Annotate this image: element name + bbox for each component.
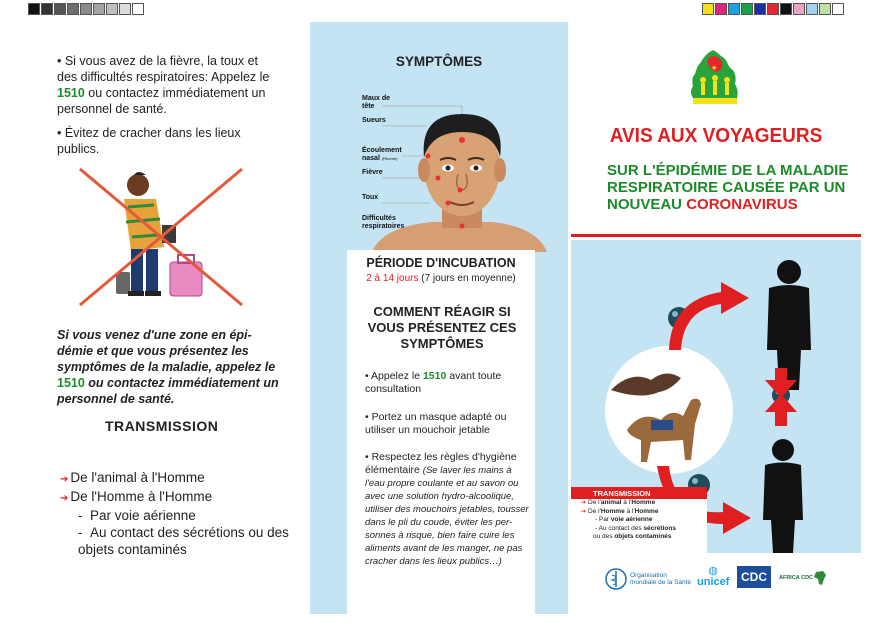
poster-title: AVIS AUX VOYAGEURS — [609, 125, 823, 148]
color-swatch — [793, 3, 805, 15]
color-swatch — [54, 3, 66, 15]
legend-title: TRANSMISSION — [571, 487, 707, 499]
transmission-list — [60, 469, 290, 558]
africa-map-icon — [813, 570, 827, 586]
poster-subtitle: SUR L'ÉPIDÉMIE DE LA MALADIE RESPIRATOIRE CAUSÉE PAR UN NOUVEAU CORONAVIRUS — [607, 162, 849, 213]
react-hygiene: • Respectez les règles d'hygiène élémentaire (Se laver les mains à l'eau propre coulante et au savon ou avec une solution hydro-alcoolique, utiliser des mouchoirs jetables, tousser dans le pli du coude, éviter les per-sonnes à risque, bien faire cuire les aliments avant de les manger, ne pas cracher dans les lieux publics…) — [365, 451, 529, 567]
transmission-subitem: - Au contact des sécrétions ou des objets contaminés — [78, 525, 289, 557]
color-swatch — [754, 3, 766, 15]
sick-man-illustration — [362, 102, 562, 252]
incubation-heading: PÉRIODE D'INCUBATION — [366, 256, 516, 270]
color-swatch — [780, 3, 792, 15]
color-swatch — [67, 3, 79, 15]
unicef-logo: ◍ unicef — [697, 565, 730, 588]
transmission-legend — [571, 487, 707, 553]
legend-subitem: ou des objets contaminés — [593, 533, 672, 540]
symptom-label: Écoulement nasal (Rhume) — [362, 147, 402, 162]
legend-item: ➔ De l'Homme à l'Homme — [581, 507, 659, 515]
cameroon-health-logo — [687, 48, 743, 106]
legend-item: ➔ De l'animal à l'Homme — [581, 499, 656, 506]
symptom-label: Sueurs — [362, 117, 386, 124]
arrow-icon: ➔ — [60, 493, 69, 504]
color-swatch — [28, 3, 40, 15]
fever-advice: • Si vous avez de la fièvre, la toux et des difficultés respiratoires: Appelez le 1510 ou contactez immédiatement un personnel de santé. — [57, 54, 270, 116]
color-swatch — [702, 3, 714, 15]
cdc-logo: CDC — [737, 566, 771, 588]
arrow-icon: ➔ — [60, 474, 69, 485]
react-heading: COMMENT RÉAGIR SI VOUS PRÉSENTEZ CES SYMPTÔMES — [367, 304, 517, 351]
left-panel — [0, 22, 300, 622]
color-swatch — [119, 3, 131, 15]
svg-text:★: ★ — [711, 64, 718, 72]
color-swatch — [741, 3, 753, 15]
color-swatch — [132, 3, 144, 15]
who-logo: Organisation mondiale de la Santé — [605, 568, 691, 590]
unicef-emblem-icon: ◍ — [708, 565, 718, 577]
color-swatch — [767, 3, 779, 15]
spit-advice: • Évitez de cracher dans les lieux publics. — [57, 126, 241, 156]
zone-advice: Si vous venez d'une zone en épi-démie et que vous présentez les symptômes de la maladie, appelez le 1510 ou contactez immédiatement un personnel de santé. — [57, 328, 279, 406]
color-bar-right — [702, 3, 845, 15]
transmission-item: ➔ De l'animal à l'Homme — [60, 470, 205, 485]
partner-logos — [571, 560, 861, 600]
who-emblem-icon — [605, 568, 627, 590]
right-panel — [571, 22, 861, 614]
title-divider — [571, 234, 861, 237]
react-mask: • Portez un masque adapté ou utiliser un mouchoir jetable — [365, 411, 507, 436]
symptom-label: Difficultés respiratoires — [362, 215, 405, 230]
africa-cdc-logo: AFRICA CDC — [779, 570, 827, 586]
color-swatch — [41, 3, 53, 15]
legend-subitem: - Par voie aérienne — [595, 516, 653, 523]
color-swatch — [806, 3, 818, 15]
no-spitting-illustration — [76, 167, 246, 307]
color-swatch — [832, 3, 844, 15]
symptoms-heading: SYMPTÔMES — [395, 54, 483, 69]
transmission-subitem: - Par voie aérienne — [78, 508, 196, 523]
incubation-period: 2 à 14 jours (7 jours en moyenne) — [366, 273, 516, 284]
transmission-item: ➔ De l'Homme à l'Homme — [60, 489, 213, 504]
color-bar-left — [28, 3, 145, 15]
transmission-heading: TRANSMISSION — [105, 418, 219, 434]
symptom-label: Fièvre — [362, 169, 383, 176]
color-swatch — [106, 3, 118, 15]
color-swatch — [819, 3, 831, 15]
color-swatch — [728, 3, 740, 15]
react-call: • Appelez le 1510 avant toute consultation — [365, 370, 502, 395]
middle-panel — [310, 22, 568, 614]
symptom-label: Toux — [362, 194, 379, 201]
incubation-and-actions — [347, 250, 535, 614]
symptom-label: Maux de tête — [362, 95, 391, 110]
color-swatch — [715, 3, 727, 15]
legend-subitem: - Au contact des sécrétions — [595, 524, 676, 532]
color-swatch — [93, 3, 105, 15]
color-swatch — [80, 3, 92, 15]
